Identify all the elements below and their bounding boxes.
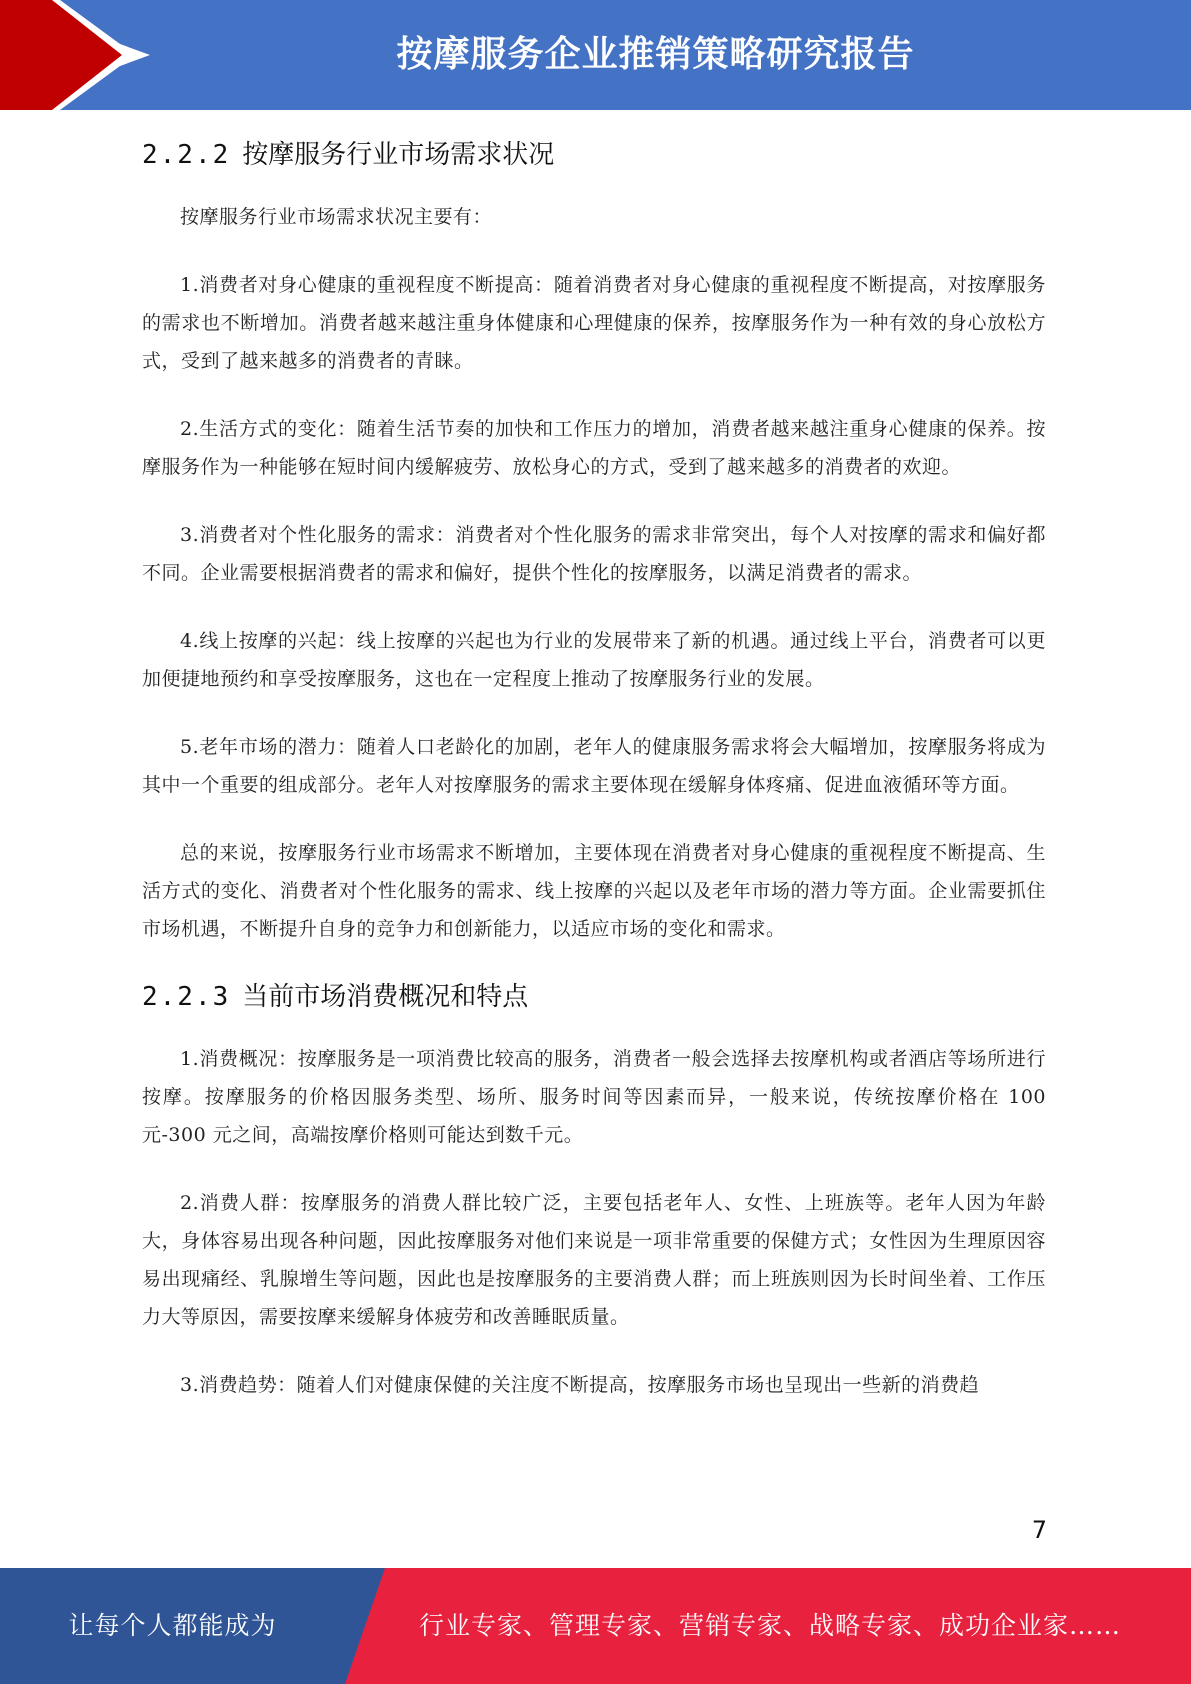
- section-number: 2.2.3: [142, 982, 231, 1012]
- section-title: 按摩服务行业市场需求状况: [242, 140, 555, 170]
- paragraph: 4.线上按摩的兴起：线上按摩的兴起也为行业的发展带来了新的机遇。通过线上平台，消费者可以更加便捷地预约和享受按摩服务，这也在一定程度上推动了按摩服务行业的发展。: [142, 630, 1046, 690]
- page-number: 7: [1031, 1516, 1047, 1544]
- section-number: 2.2.2: [142, 140, 231, 170]
- paragraph: 3.消费趋势：随着人们对健康保健的关注度不断提高，按摩服务市场也呈现出一些新的消费趋: [180, 1374, 980, 1396]
- paragraph: 5.老年市场的潜力：随着人口老龄化的加剧，老年人的健康服务需求将会大幅增加，按摩服务将成为其中一个重要的组成部分。老年人对按摩服务的需求主要体现在缓解身体疼痛、促进血液循环等方面。: [142, 736, 1046, 796]
- section-heading: [142, 134, 1046, 176]
- paragraph: 按摩服务行业市场需求状况主要有：: [180, 206, 493, 228]
- page-header: [0, 0, 1191, 110]
- report-title: 按摩服务企业推销策略研究报告: [396, 34, 915, 75]
- document-body: [142, 120, 1046, 1404]
- paragraph: 1.消费者对身心健康的重视程度不断提高：随着消费者对身心健康的重视程度不断提高，对按摩服务的需求也不断增加。消费者越来越注重身体健康和心理健康的保养，按摩服务作为一种有效的身心放松方式，受到了越来越多的消费者的青睐。: [142, 274, 1046, 372]
- paragraph: 1.消费概况：按摩服务是一项消费比较高的服务，消费者一般会选择去按摩机构或者酒店等场所进行按摩。按摩服务的价格因服务类型、场所、服务时间等因素而异，一般来说，传统按摩价格在 100 元-300 元之间，高端按摩价格则可能达到数千元。: [142, 1048, 1046, 1146]
- page-footer: [0, 1568, 1191, 1684]
- paragraph: 总的来说，按摩服务行业市场需求不断增加，主要体现在消费者对身心健康的重视程度不断提高、生活方式的变化、消费者对个性化服务的需求、线上按摩的兴起以及老年市场的潜力等方面。企业需要抓住市场机遇，不断提升自身的竞争力和创新能力，以适应市场的变化和需求。: [142, 842, 1046, 940]
- footer-slogan-left: 让每个人都能成为: [68, 1611, 277, 1640]
- paragraph: 2.消费人群：按摩服务的消费人群比较广泛，主要包括老年人、女性、上班族等。老年人因为年龄大，身体容易出现各种问题，因此按摩服务对他们来说是一项非常重要的保健方式；女性因为生理原因容易出现痛经、乳腺增生等问题，因此也是按摩服务的主要消费人群；而上班族则因为长时间坐着、工作压力大等原因，需要按摩来缓解身体疲劳和改善睡眠质量。: [142, 1192, 1046, 1328]
- footer-slogan-right: 行业专家、管理专家、营销专家、战略专家、成功企业家……: [418, 1611, 1121, 1640]
- paragraph: 3.消费者对个性化服务的需求：消费者对个性化服务的需求非常突出，每个人对按摩的需求和偏好都不同。企业需要根据消费者的需求和偏好，提供个性化的按摩服务，以满足消费者的需求。: [142, 524, 1046, 584]
- section-heading: [142, 976, 1046, 1018]
- paragraph: 2.生活方式的变化：随着生活节奏的加快和工作压力的增加，消费者越来越注重身心健康的保养。按摩服务作为一种能够在短时间内缓解疲劳、放松身心的方式，受到了越来越多的消费者的欢迎。: [142, 418, 1046, 478]
- section-title: 当前市场消费概况和特点: [242, 982, 529, 1012]
